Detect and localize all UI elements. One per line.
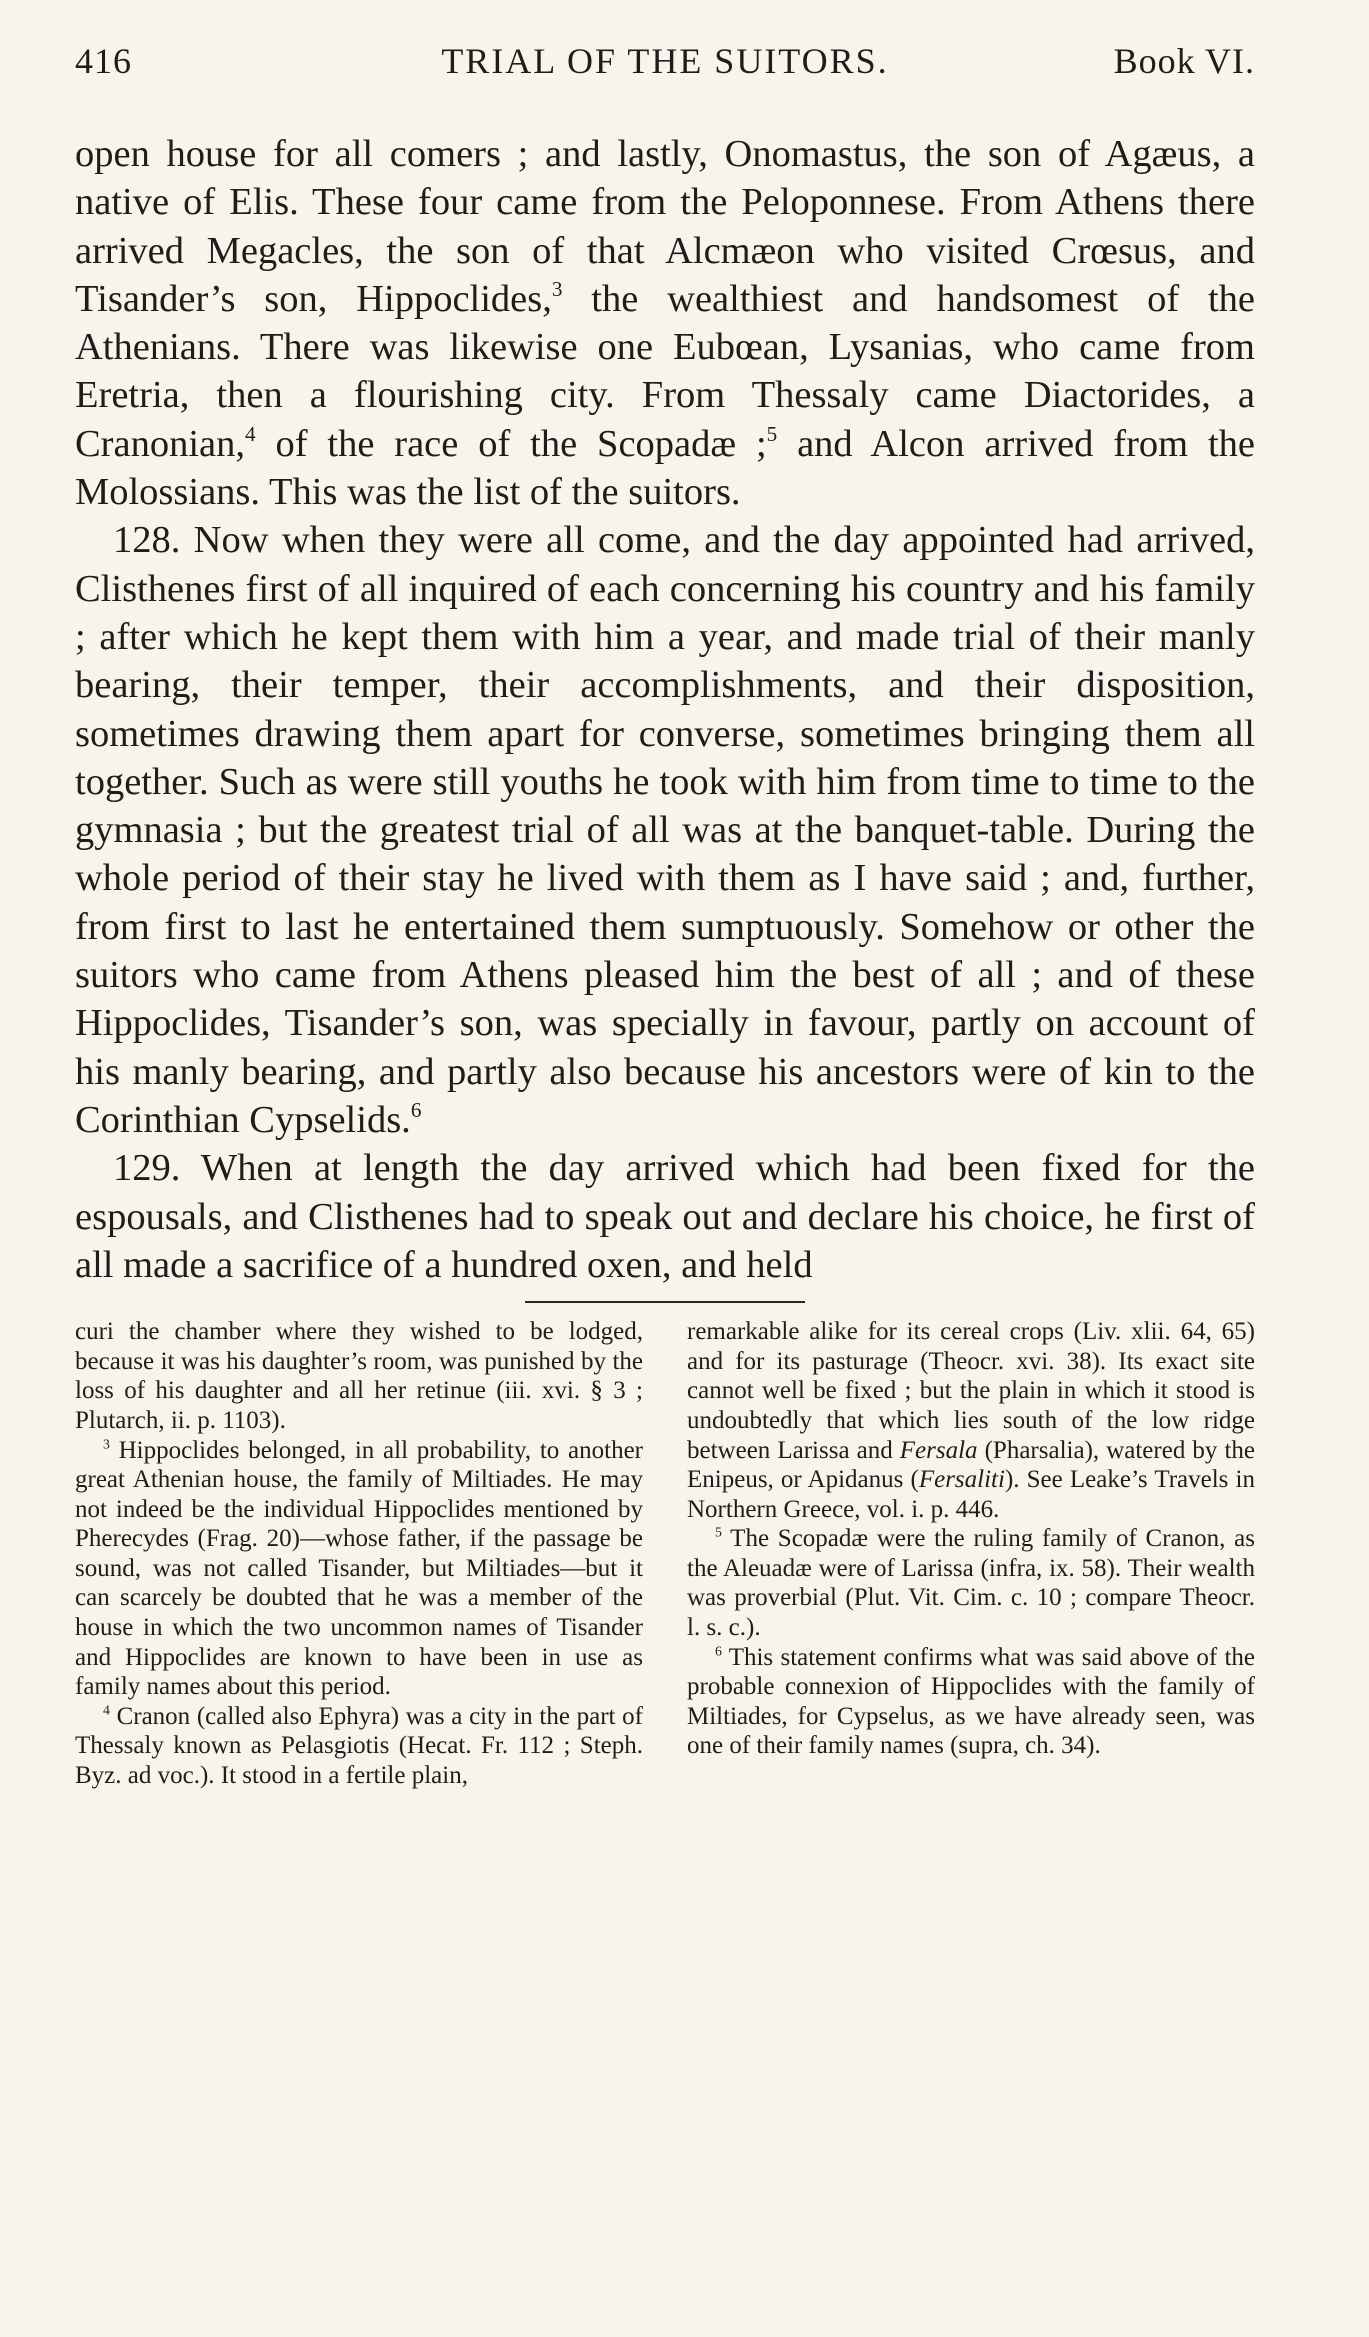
footnotes: [75, 1317, 1255, 1791]
running-head: [75, 40, 1255, 90]
footnote-divider: [525, 1301, 805, 1303]
footnote-4: $^4$ Cranon (called also Ephyra) was a city in the part of Thessaly known as Pelasgiotis (Hecat. Fr. 112 ; Steph. Byz. ad voc.). It stood in a fertile plain,: [75, 1702, 643, 1790]
footnote-4-continuation: remarkable alike for its cereal crops (Liv. xlii. 64, 65) and for its pasturage (Theocr. xvi. 38). Its exact site cannot well be fixed ; but the plain in which it stood is undoubtedly that which lies south of the low ridge between Larissa and Fersala (Pharsalia), watered by the Enipeus, or Apidanus (Fersaliti). See Leake’s Travels in Northern Greece, vol. i. p. 446.: [687, 1318, 1256, 1523]
footnote-mark-6: 6: [715, 1643, 722, 1659]
footnote-ref-6[interactable]: 6: [410, 1098, 422, 1123]
running-title: TRIAL OF THE SUITORS.: [441, 41, 889, 81]
footnote-ref-3[interactable]: 3: [551, 277, 563, 302]
footnotes-left-column: [75, 1317, 643, 1791]
footnote-3: $^3$ Hippoclides belonged, in all probability, to another great Athenian house, the family of Miltiades. He may not indeed be the individual Hippoclides mentioned by Pherecydes (Frag. 20)—whose father, if the passage be sound, was not called Tisander, but Miltiades—but it can scarcely be doubted that he was a member of the house in which the two uncommon names of Tisander and Hippoclides are known to have been in use as family names about this period.: [75, 1435, 643, 1701]
paragraph-128: 128. Now when they were all come, and the day appointed had arrived, Clisthenes first of all inquired of each concerning his country and his family ; after which he kept them with him a year, and made trial of their manly bearing, their temper, their accomplishments, and their disposition, sometimes drawing them apart for converse, sometimes bringing them all together. Such as were still youths he took with him from time to time to the gymnasia ; but the greatest trial of all was at the banquet-table. During the whole period of their stay he lived with them as I have said ; and, further, from first to last he entertained them sumptuously. Somehow or other the suitors who came from Athens pleased him the best of all ; and of these Hippoclides, Tisander’s son, was specially in favour, partly on account of his manly bearing, and partly also because his ancestors were of kin to the Corinthian Cypselids.$^6$: [75, 519, 1255, 1141]
main-text: [75, 130, 1255, 1289]
footnote-ref-5[interactable]: 5: [766, 421, 778, 446]
footnote-6: $^6$ This statement confirms what was said above of the probable connexion of Hippoclides with the family of Miltiades, for Cypselus, as we have already seen, was one of their family names (supra, ch. 34).: [687, 1643, 1255, 1760]
footnote-5: $^5$ The Scopadæ were the ruling family of Cranon, as the Aleuadæ were of Larissa (infra, ix. 58). Their wealth was proverbial (Plut. Vit. Cim. c. 10 ; compare Theocr. l. s. c.).: [687, 1524, 1255, 1642]
paragraph-129: 129. When at length the day arrived which had been fixed for the espousals, and Clisthenes had to speak out and declare his choice, he first of all made a sacrifice of a hundred oxen, and held: [75, 1147, 1255, 1286]
footnote-continuation: curi the chamber where they wished to be lodged, because it was his daughter’s room, was punished by the loss of his daughter and all her retinue (iii. xvi. § 3 ; Plutarch, ii. p. 1103).: [75, 1318, 643, 1434]
book-label: Book VI.: [1113, 41, 1255, 81]
paragraph-suitors-list: open house for all comers ; and lastly, Onomastus, the son of Agæus, a native of Elis. These four came from the Peloponnese. From Athens there arrived Megacles, the son of that Alcmæon who visited Crœsus, and Tisander’s son, Hippoclides,$^3$ the wealthiest and handsomest of the Athenians. There was likewise one Eubœan, Lysanias, who came from Eretria, then a flourishing city. From Thessaly came Diactorides, a Cranonian,$^4$ of the race of the Scopadæ ;$^5$ and Alcon arrived from the Molossians. This was the list of the suitors.: [75, 133, 1256, 514]
footnote-mark-4: 4: [103, 1702, 110, 1718]
footnote-mark-5: 5: [715, 1524, 722, 1540]
footnote-ref-4[interactable]: 4: [245, 421, 256, 446]
footnote-mark-3: 3: [103, 1435, 110, 1451]
page-number: 416: [75, 41, 132, 81]
book-page: [75, 40, 1255, 1791]
footnotes-right-column: [687, 1317, 1255, 1791]
